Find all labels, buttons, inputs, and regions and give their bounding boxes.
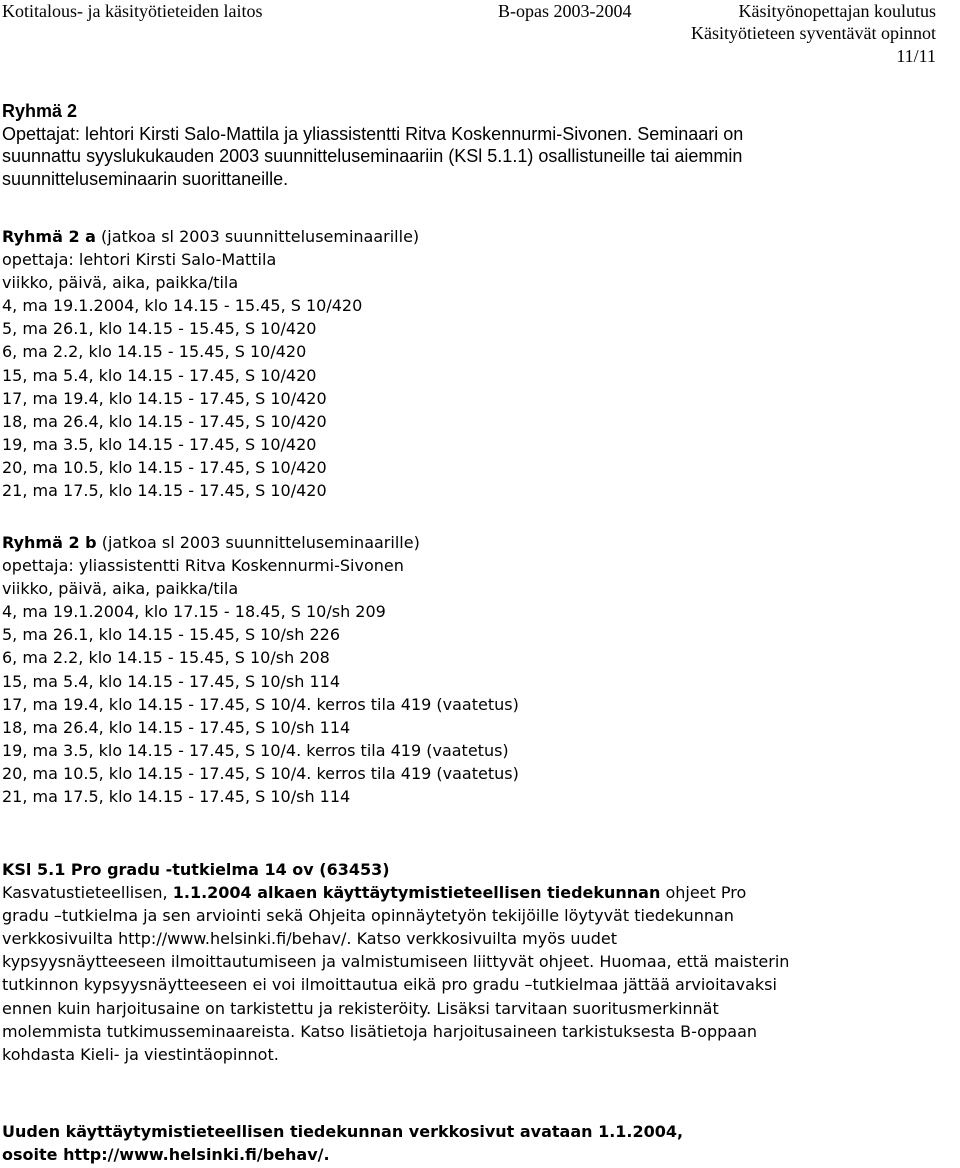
session-row: 6, ma 2.2, klo 14.15 - 15.45, S 10/420	[2, 342, 307, 362]
session-row: 6, ma 2.2, klo 14.15 - 15.45, S 10/sh 208	[2, 648, 330, 668]
session-row: 18, ma 26.4, klo 14.15 - 17.45, S 10/420	[2, 411, 327, 431]
header-department: Kotitalous- ja käsityötieteiden laitos	[2, 1, 263, 21]
group-2b-section	[2, 531, 952, 808]
group-2a-subtitle: (jatkoa sl 2003 suunnitteluseminaarille)	[95, 227, 420, 246]
session-row: 4, ma 19.1.2004, klo 17.15 - 18.45, S 10/sh 209	[2, 602, 386, 622]
thesis-heading: KSl 5.1 Pro gradu -tutkielma 14 ov (63453)	[2, 860, 390, 879]
session-row: 19, ma 3.5, klo 14.15 - 17.45, S 10/420	[2, 434, 317, 454]
group-2b-subtitle: (jatkoa sl 2003 suunnitteluseminaarille)	[96, 533, 420, 552]
header-program: Käsityönopettajan koulutus	[738, 1, 936, 21]
session-row: 5, ma 26.1, klo 14.15 - 15.45, S 10/sh 226	[2, 625, 341, 645]
thesis-line: kohdasta Kieli- ja viestintäopinnot.	[2, 1044, 279, 1064]
header-guide-title: B-opas 2003-2004	[498, 1, 632, 21]
group-2a-section	[2, 225, 952, 502]
header-studies: Käsityötieteen syventävät opinnot	[691, 23, 936, 43]
thesis-line-emphasis: 1.1.2004 alkaen käyttäytymistieteellisen tiedekunnan	[172, 883, 661, 903]
session-row: 21, ma 17.5, klo 14.15 - 17.45, S 10/420	[2, 481, 327, 501]
thesis-line: molemmista tutkimusseminaareista. Katso lisätietoja harjoitusaineen tarkistuksesta B-oppaan	[2, 1021, 758, 1041]
session-row: 4, ma 19.1.2004, klo 14.15 - 15.45, S 10/420	[2, 296, 363, 316]
session-row: 19, ma 3.5, klo 14.15 - 17.45, S 10/4. kerros tila 419 (vaatetus)	[2, 740, 509, 760]
thesis-section	[2, 858, 952, 1066]
thesis-line: verkkosivuilta http://www.helsinki.fi/behav/. Katso verkkosivuilta myös uudet	[2, 929, 617, 949]
group-2b-heading	[2, 531, 952, 554]
footer-line: Uuden käyttäytymistieteellisen tiedekunnan verkkosivut avataan 1.1.2004,	[2, 1122, 684, 1141]
session-row: 20, ma 10.5, klo 14.15 - 17.45, S 10/4. kerros tila 419 (vaatetus)	[2, 763, 519, 783]
session-row: 15, ma 5.4, klo 14.15 - 17.45, S 10/sh 114	[2, 671, 341, 691]
session-row: 18, ma 26.4, klo 14.15 - 17.45, S 10/sh 114	[2, 717, 351, 737]
session-row: 20, ma 10.5, klo 14.15 - 17.45, S 10/420	[2, 457, 327, 477]
intro-line: suunnitteluseminaarin suorittaneille.	[2, 168, 289, 189]
group-2a-title: Ryhmä 2 a	[2, 227, 96, 246]
group-2-title: Ryhmä 2	[2, 101, 78, 121]
group-2a-teacher: opettaja: lehtori Kirsti Salo-Mattila	[2, 250, 277, 270]
thesis-line: gradu –tutkielma ja sen arviointi sekä Ohjeita opinnäytetyön tekijöille löytyvät tiedekunnan	[2, 906, 734, 926]
thesis-line: kypsyysnäytteeseen ilmoittautumiseen ja valmistumiseen liittyvät ohjeet. Huomaa, että maisterin	[2, 952, 790, 972]
session-row: 17, ma 19.4, klo 14.15 - 17.45, S 10/420	[2, 388, 327, 408]
page-number: 11/11	[896, 46, 936, 66]
footer-line: osoite http://www.helsinki.fi/behav/.	[2, 1145, 330, 1164]
group-2b-columns: viikko, päivä, aika, paikka/tila	[2, 579, 239, 599]
footer-note	[2, 1120, 952, 1166]
thesis-line	[2, 881, 952, 904]
group-2a-heading	[2, 225, 952, 248]
session-row: 21, ma 17.5, klo 14.15 - 17.45, S 10/sh 114	[2, 787, 351, 807]
group-2-intro	[2, 100, 952, 190]
thesis-line: ennen kuin harjoitusaine on tarkistettu ja rekisteröity. Lisäksi tarvitaan suoritusmerkinnät	[2, 998, 719, 1018]
session-row: 15, ma 5.4, klo 14.15 - 17.45, S 10/420	[2, 365, 317, 385]
thesis-line-end: ohjeet Pro	[660, 883, 747, 903]
intro-line: Opettajat: lehtori Kirsti Salo-Mattila ja yliassistentti Ritva Koskennurmi-Sivonen. Seminaari on	[2, 123, 744, 144]
session-row: 17, ma 19.4, klo 14.15 - 17.45, S 10/4. kerros tila 419 (vaatetus)	[2, 694, 519, 714]
group-2b-title: Ryhmä 2 b	[2, 533, 97, 552]
session-row: 5, ma 26.1, klo 14.15 - 15.45, S 10/420	[2, 319, 317, 339]
thesis-line: tutkinnon kypsyysnäytteeseen ei voi ilmoittautua eikä pro gradu –tutkielmaa jättää arvioitavaksi	[2, 975, 777, 995]
thesis-line-start: Kasvatustieteellisen,	[2, 883, 173, 903]
group-2b-teacher: opettaja: yliassistentti Ritva Koskennurmi-Sivonen	[2, 556, 404, 576]
intro-line: suunnattu syyslukukauden 2003 suunnitteluseminaariin (KSl 5.1.1) osallistuneille tai aiemmin	[2, 146, 743, 166]
group-2a-columns: viikko, päivä, aika, paikka/tila	[2, 273, 239, 293]
